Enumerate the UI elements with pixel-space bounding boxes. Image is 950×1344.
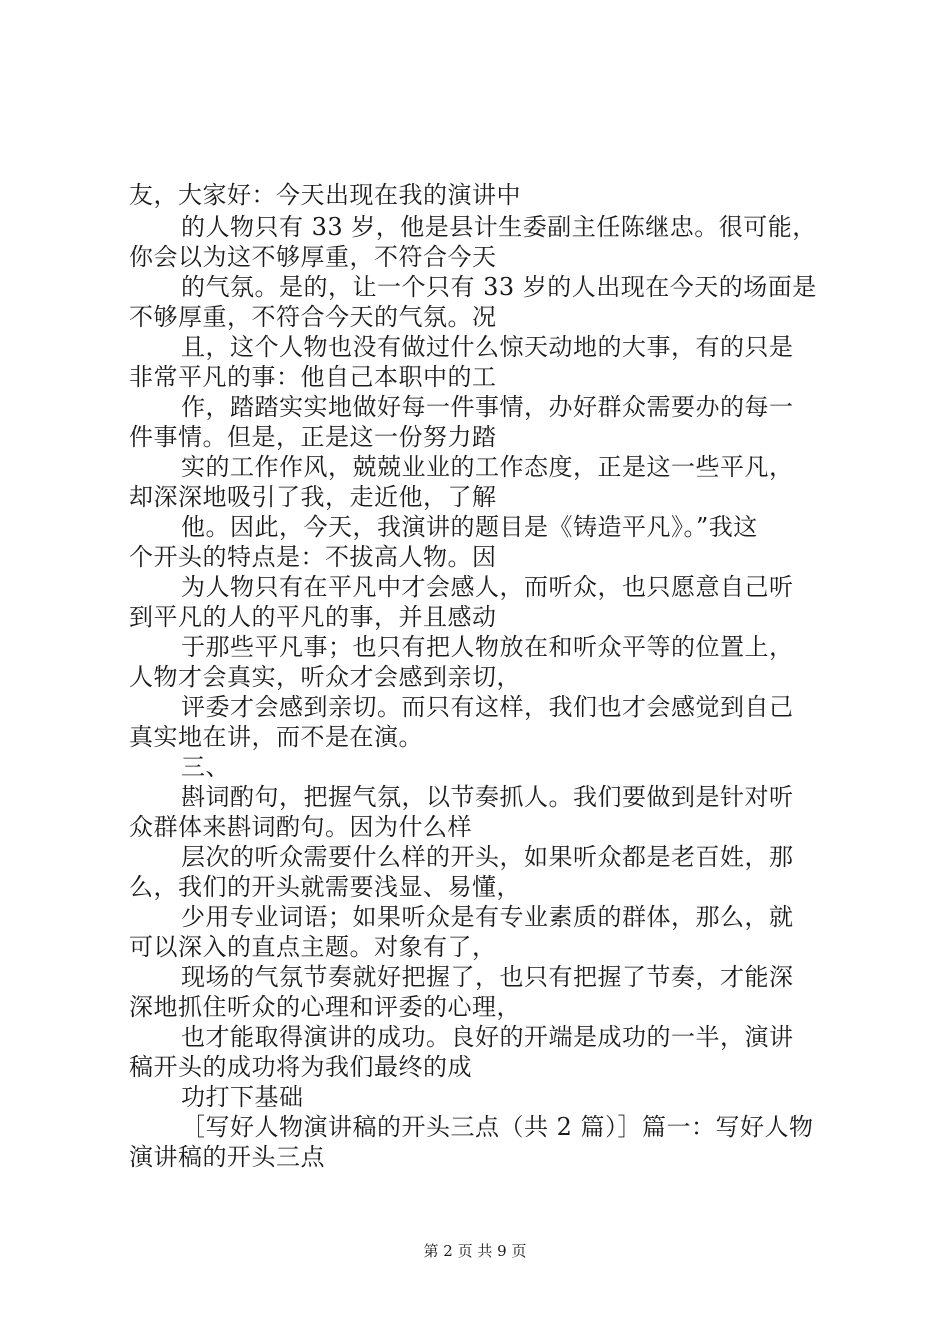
section-number: 三、 — [181, 753, 230, 781]
text-line-4: 的气氛。是的，让一个只有 33 岁的人出现在今天的场面是 — [181, 273, 817, 301]
text-line-7: 非常平凡的事：他自己本职中的工 — [129, 363, 497, 391]
text-line-18: 评委才会感到亲切。而只有这样，我们也才会感觉到自己 — [181, 693, 794, 721]
text-line-29: 也才能取得演讲的成功。良好的开端是成功的一半，演讲 — [181, 1023, 794, 1051]
text-line-32: ［写好人物演讲稿的开头三点（共 2 篇）］篇一：写好人物 — [181, 1113, 814, 1141]
text-line-28: 深地抓住听众的心理和评委的心理， — [129, 993, 521, 1021]
text-line-22: 众群体来斟词酌句。因为什么样 — [129, 813, 472, 841]
text-line-19: 真实地在讲，而不是在演。 — [129, 723, 423, 751]
text-line-8: 作，踏踏实实地做好每一件事情，办好群众需要办的每一 — [181, 393, 794, 421]
text-line-12: 他。因此，今天，我演讲的题目是《铸造平凡》。”我这 — [181, 513, 758, 541]
text-line-31: 功打下基础 — [181, 1083, 304, 1111]
text-line-11: 却深深地吸引了我，走近他，了解 — [129, 483, 497, 511]
text-line-14: 为人物只有在平凡中才会感人，而听众，也只愿意自己听 — [181, 573, 794, 601]
text-line-27: 现场的气氛节奏就好把握了，也只有把握了节奏，才能深 — [181, 963, 794, 991]
text-line-23: 层次的听众需要什么样的开头，如果听众都是老百姓，那 — [181, 843, 794, 871]
text-line-2: 的人物只有 33 岁，他是县计生委副主任陈继忠。很可能， — [181, 213, 817, 241]
text-line-1: 友，大家好：今天出现在我的演讲中 — [129, 181, 521, 209]
text-line-33: 演讲稿的开头三点 — [129, 1143, 325, 1171]
text-line-30: 稿开头的成功将为我们最终的成 — [129, 1053, 472, 1081]
text-line-3: 你会以为这不够厚重，不符合今天 — [129, 243, 497, 271]
text-line-13: 个开头的特点是：不拔高人物。因 — [129, 543, 497, 571]
text-line-5: 不够厚重，不符合今天的气氛。况 — [129, 303, 497, 331]
page-footer — [0, 1241, 950, 1261]
text-line-17: 人物才会真实，听众才会感到亲切， — [129, 663, 521, 691]
text-line-25: 少用专业词语；如果听众是有专业素质的群体，那么，就 — [181, 903, 794, 931]
text-line-21: 斟词酌句，把握气氛，以节奏抓人。我们要做到是针对听 — [181, 783, 794, 811]
text-line-26: 可以深入的直点主题。对象有了， — [129, 933, 497, 961]
text-line-6: 且，这个人物也没有做过什么惊天动地的大事，有的只是 — [181, 333, 794, 361]
text-line-9: 件事情。但是，正是这一份努力踏 — [129, 423, 497, 451]
text-line-16: 于那些平凡事；也只有把人物放在和听众平等的位置上， — [181, 633, 794, 661]
text-line-10: 实的工作作风，兢兢业业的工作态度，正是这一些平凡， — [181, 453, 794, 481]
text-line-24: 么，我们的开头就需要浅显、易懂， — [129, 873, 521, 901]
text-line-15: 到平凡的人的平凡的事，并且感动 — [129, 603, 497, 631]
page-number-label: 第 2 页 共 9 页 — [423, 1242, 527, 1260]
